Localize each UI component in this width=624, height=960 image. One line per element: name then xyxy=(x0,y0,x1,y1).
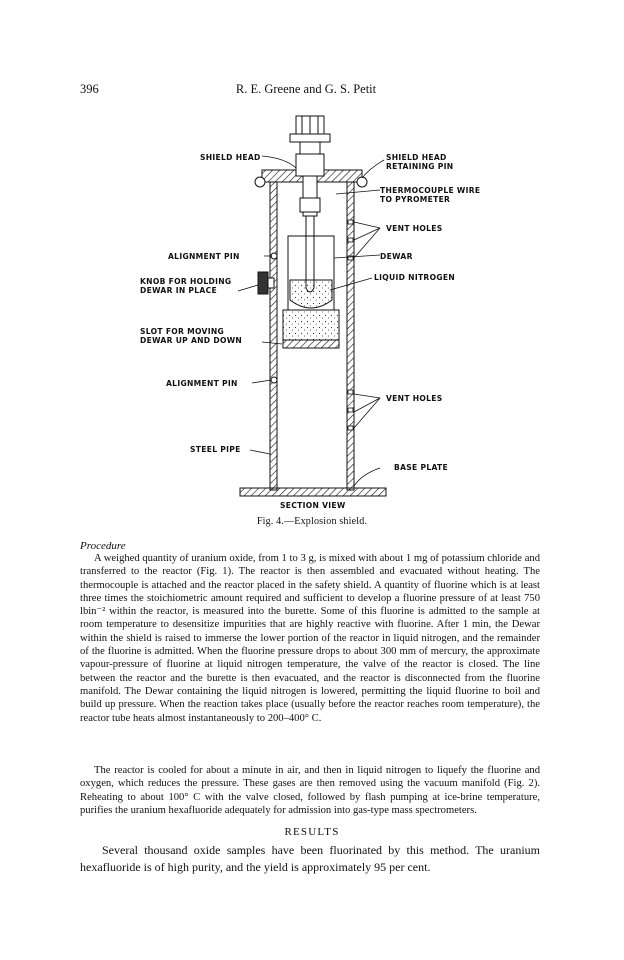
label-shield-head: SHIELD HEAD xyxy=(200,153,261,162)
figure-caption: Fig. 4.—Explosion shield. xyxy=(256,516,368,527)
procedure-heading: Procedure xyxy=(80,540,126,552)
base-plate xyxy=(240,488,386,496)
label-thermocouple-line1: THERMOCOUPLE WIRE xyxy=(380,186,481,195)
dewar xyxy=(283,236,339,348)
running-title: R. E. Greene and G. S. Petit xyxy=(235,82,377,96)
label-dewar: DEWAR xyxy=(380,252,413,261)
procedure-paragraph-1: A weighed quantity of uranium oxide, from 1 to 3 g, is mixed with about 1 mg of potassium chloride and transferred to the reactor (Fig. 1). The reactor is then assembled and evacuated without heating. The thermocouple is attached and the reactor placed in the safety shield. A quantity of fluorine which is at least three times the stoichiometric amount required and sufficient to develop a fluorine pressure of at least 750 lbin⁻² within the reactor, is measured into the burette. Some of this fluorine is admitted to the sample at room temperature to desensitize impurities that are highly reactive with fluorine. After 1 min, the Dewar within the shield is raised to immerse the lower portion of the reactor in liquid nitrogen, and the remainder of the fluorine is admitted. When the fluorine pressure drops to about 300 mm of mercury, the approximate vapour-pressure of fluorine at liquid nitrogen temperature, the valve of the reactor is closed. The line between the reactor and the burette is then evacuated, and the reactor is disconnected from the fluorine manifold. The Dewar containing the liquid nitrogen is lowered, permitting the liquid fluorine to boil and build up pressure. When the reaction takes place (usually before the reactor reaches room temperature), the reactor tube heats almost instantaneously to 200–400° C. xyxy=(80,553,540,724)
page-number: 396 xyxy=(80,82,99,96)
label-retaining-pin-line1: SHIELD HEAD xyxy=(386,153,447,162)
label-vent-holes-top: VENT HOLES xyxy=(386,224,443,233)
label-knob-line1: KNOB FOR HOLDING xyxy=(140,277,232,286)
results-heading: RESULTS xyxy=(284,826,340,838)
label-section-view: SECTION VIEW xyxy=(280,501,346,510)
label-alignment-pin-bottom: ALIGNMENT PIN xyxy=(166,379,238,388)
reactor-tube xyxy=(300,176,320,292)
label-knob-line2: DEWAR IN PLACE xyxy=(140,286,217,295)
label-slot-line2: DEWAR UP AND DOWN xyxy=(140,336,243,345)
label-alignment-pin-top: ALIGNMENT PIN xyxy=(168,252,240,261)
page-header xyxy=(80,82,532,100)
procedure-paragraph-2: The reactor is cooled for about a minute in air, and then in liquid nitrogen to liquefy the fluorine and oxygen, which reduces the pressure. These gases are then removed using the vacuum manifold (Fig. 2). Reheating to about 100° C with the valve closed, followed by flash pumping at ice-brine temperature, purifies the uranium hexafluoride adequately for admission into gas-type mass spectrometers. xyxy=(80,765,540,816)
label-retaining-pin-line2: RETAINING PIN xyxy=(386,162,454,171)
alignment-pin xyxy=(271,377,277,383)
label-thermocouple-line2: TO PYROMETER xyxy=(380,195,451,204)
explosion-shield-diagram xyxy=(0,110,624,514)
label-liquid-nitrogen: LIQUID NITROGEN xyxy=(374,273,455,282)
label-steel-pipe: STEEL PIPE xyxy=(190,445,241,454)
results-paragraph: Several thousand oxide samples have been fluorinated by this method. The uranium hexafluoride is of high purity, and the yield is approximately 95 per cent. xyxy=(80,843,540,874)
label-slot-line1: SLOT FOR MOVING xyxy=(140,327,225,336)
label-vent-holes-bottom: VENT HOLES xyxy=(386,394,443,403)
label-base-plate: BASE PLATE xyxy=(394,463,449,472)
